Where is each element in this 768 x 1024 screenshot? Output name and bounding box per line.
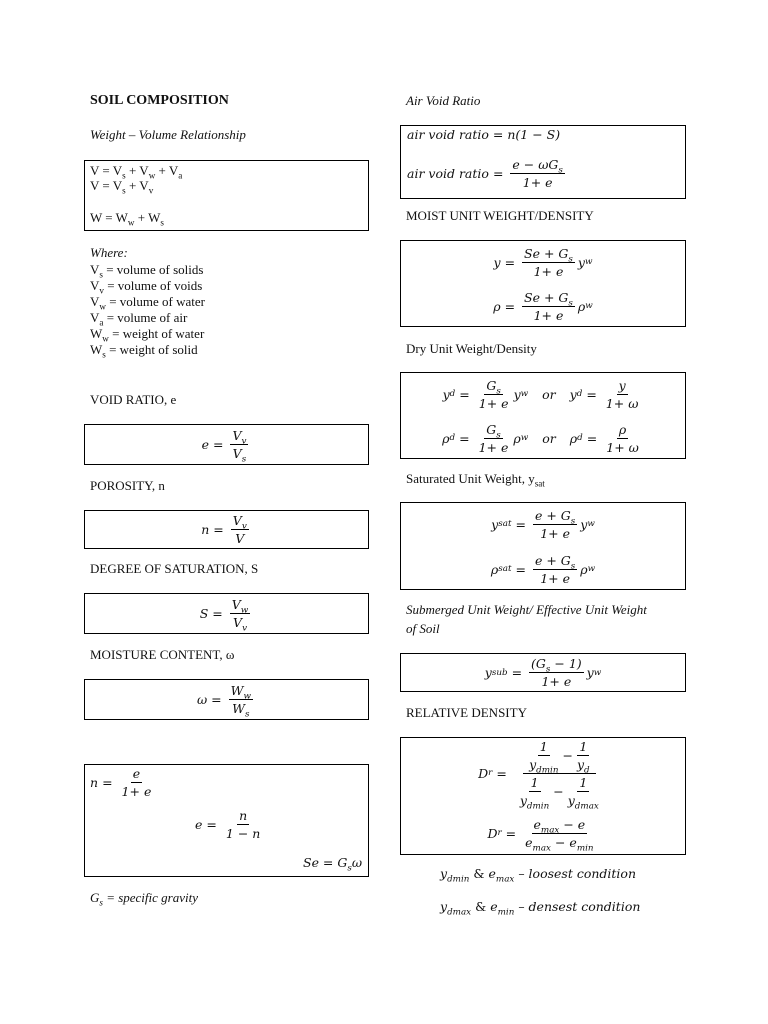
densest-condition-note: $y_{dmax}$ & $e_{min}$ – densest condition: [440, 899, 641, 918]
gs-note: $G_s$ = specific gravity: [90, 890, 198, 908]
moist-density-formula: ρ = $\frac{Se + G_s}{1+ e}$ ρ w: [493, 289, 593, 323]
air-void-heading: Air Void Ratio: [406, 93, 481, 108]
saturated-unit-weight-box: [400, 502, 686, 590]
moist-unit-weight-formula: y = $\frac{Se + G_s}{1+ e}$ y w: [493, 245, 593, 279]
saturation-heading: DEGREE OF SATURATION, S: [90, 561, 259, 576]
dry-unit-weight-formula: y d = $\frac{G_s}{1+ e}$ y w or y d = $\frac{y}{1+ \omega}$: [442, 377, 639, 411]
submerged-unit-weight-heading-line1: Submerged Unit Weight/ Effective Unit Weight: [406, 602, 647, 617]
definition-item: $W_s$ = weight of solid: [90, 342, 198, 360]
air-void-formula-2: air void ratio = $\frac{e - \omega G_s}{1+ e}$: [407, 157, 563, 190]
void-ratio-formula-box: [84, 424, 369, 465]
void-ratio-heading: VOID RATIO, e: [90, 392, 177, 407]
submerged-unit-weight-box: [400, 653, 686, 692]
void-ratio-from-porosity: e = $\frac{n}{1 - n}$: [195, 808, 261, 841]
weight-volume-box: [84, 160, 369, 231]
saturated-unit-weight-heading: Saturated Unit Weight, $y_{sat}$: [406, 471, 545, 489]
dry-unit-weight-box: [400, 372, 686, 459]
definition-item: $V_w$ = volume of water: [90, 294, 205, 312]
saturation-formula-box: [84, 593, 369, 634]
relative-density-void-ratio-formula: D r = $\frac{e_{max} - e}{e_{max} - e_{min}}$: [487, 816, 594, 853]
volume-void-equation: $V = V_s + V_v$: [90, 178, 154, 196]
saturated-density-formula: ρ sat = $\frac{e + G_s}{1+ e}$ ρ w: [490, 552, 596, 586]
loosest-condition-note: $y_{dmin}$ & $e_{max}$ – loosest condition: [440, 866, 637, 885]
dry-density-formula: ρ d = $\frac{G_s}{1+ e}$ ρ w or ρ d = $\frac{\rho}{1+ \omega}$: [442, 421, 639, 455]
se-equals-gs-omega: $Se = G_s\omega$: [303, 855, 363, 874]
dry-unit-weight-heading: Dry Unit Weight/Density: [406, 341, 537, 356]
moisture-formula: ω = $\frac{W_w}{W_s}$: [196, 683, 252, 720]
moist-unit-weight-box: [400, 240, 686, 327]
relations-box: [84, 764, 369, 877]
air-void-formula-box: [400, 125, 686, 199]
definitions-list: [90, 262, 205, 358]
definition-item: $V_v$ = volume of voids: [90, 278, 203, 296]
saturation-formula: S = $\frac{V_w}{V_v}$: [199, 597, 249, 634]
page-title: SOIL COMPOSITION: [90, 93, 229, 108]
volume-equation: $V = V_s + V_w + V_a$: [90, 163, 183, 181]
air-void-formula-1: air void ratio = n(1 − S): [407, 127, 561, 142]
submerged-unit-weight-formula: y sub = $\frac{(G_s - 1)}{1+ e}$ y w: [484, 656, 602, 689]
moisture-formula-box: [84, 679, 369, 720]
relative-density-unit-weight-formula: D r = $\frac{1}{y_{dmin}}$ − $\frac{1}{y_d}$ $\frac{1}{y_{dmin}}$ − $\frac{1}{y_{dmax}}$: [478, 738, 599, 811]
definition-item: $V_s$ = volume of solids: [90, 262, 204, 280]
weight-volume-subtitle: Weight – Volume Relationship: [90, 127, 246, 142]
submerged-unit-weight-heading-line2: of Soil: [406, 621, 440, 636]
porosity-from-void-ratio: n = $\frac{e}{1+ e}$: [90, 766, 152, 799]
porosity-formula-box: [84, 510, 369, 549]
definition-item: $V_a$ = volume of air: [90, 310, 188, 328]
definition-item: $W_w$ = weight of water: [90, 326, 205, 344]
moisture-content-heading: MOISTURE CONTENT, ω: [90, 647, 235, 662]
relative-density-heading: RELATIVE DENSITY: [406, 705, 527, 720]
relative-density-box: [400, 737, 686, 855]
weight-equation: $W = W_w + W_s$: [90, 210, 164, 228]
porosity-formula: n = $\frac{V_v}{V}$: [201, 513, 247, 546]
where-label: Where:: [90, 245, 128, 260]
moist-unit-weight-heading: MOIST UNIT WEIGHT/DENSITY: [406, 208, 594, 223]
saturated-unit-weight-formula: y sat = $\frac{e + G_s}{1+ e}$ y w: [491, 507, 595, 541]
void-ratio-formula: e = $\frac{V_v}{V_s}$: [201, 428, 247, 465]
porosity-heading: POROSITY, n: [90, 478, 165, 493]
